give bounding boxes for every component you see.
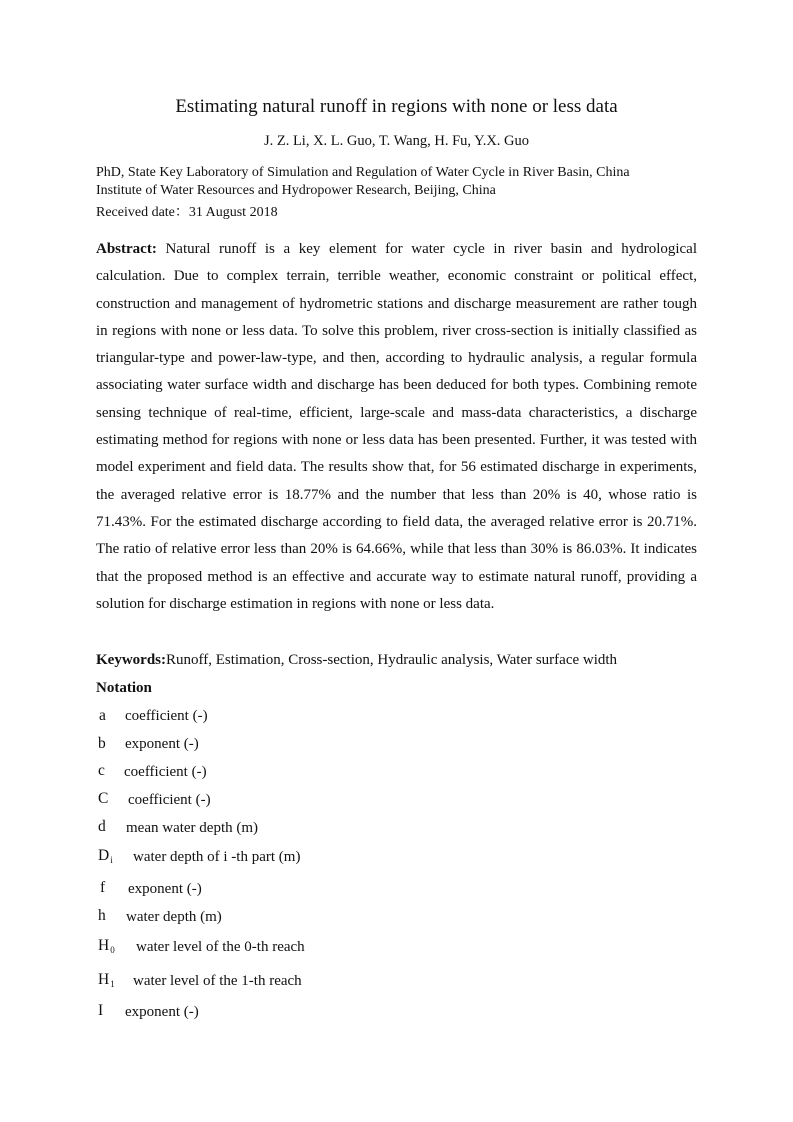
notation-definition: exponent (-) [125,1004,199,1020]
notation-symbol: h [98,907,106,924]
notation-symbol: $H_1$ [98,971,115,989]
notation-symbol: $D_i$ [98,847,113,865]
notation-symbol: d [98,818,106,835]
notation-symbol: a [99,707,106,724]
notation-definition: coefficient (-) [128,792,211,808]
notation-definition: mean water depth (m) [126,820,259,836]
author-list: J. Z. Li, X. L. Guo, T. Wang, H. Fu, Y.X. Guo [263,133,530,149]
notation-definition: coefficient (-) [125,708,208,724]
notation-symbol: $H_0$ [98,937,115,955]
notation-symbol: I [98,1002,104,1019]
notation-symbol: f [100,879,106,896]
notation-symbol: b [98,735,106,752]
notation-definition: exponent (-) [125,736,199,752]
notation-definition: water depth of i -th part (m) [133,849,301,865]
notation-symbol: c [98,762,105,779]
abstract [96,236,697,618]
keywords-text: Runoff, Estimation, Cross-section, Hydraulic analysis, Water surface width [166,652,618,668]
keywords [96,652,617,669]
abstract-text: Natural runoff is a key element for water cycle in river basin and hydrological calculation. Due to complex terrain, terrible weather, economic constraint or political effect, construction and management of hydrometric stations and discharge measurement are rather tough in regions with none or less data. To solve this problem, river cross-section is initially classified as triangular-type and power-law-type, and then, according to hydraulic analysis, a regular formula associating water surface width and discharge has been deduced for both types. Combining remote sensing technique of real-time, efficient, large-scale and mass-data characteristics, a discharge estimating method for regions with none or less data has been presented. Further, it was tested with model experiment and field data. The results show that, for 56 estimated discharge in experiments, the averaged relative error is 18.77% and the number that less than 20% is 40, whose ratio is 71.43%. For the estimated discharge according to field data, the averaged relative error is 20.71%. The ratio of relative error less than 20% is 64.66%, while that less than 30% is 86.03%. It indicates that the proposed method is an effective and accurate way to estimate natural runoff, providing a solution for discharge estimation in regions with none or less data. [96,241,698,612]
notation-definition: water level of the 0-th reach [136,939,305,955]
received-date: Received date：31 August 2018 [96,205,278,220]
notation-heading: Notation [96,680,152,696]
affiliation-line-2: Institute of Water Resources and Hydropower Research, Beijing, China [96,183,496,198]
notation-definition: coefficient (-) [124,764,207,780]
notation-definition: water depth (m) [126,909,222,925]
abstract-label: Abstract: [96,241,157,257]
notation-definition: exponent (-) [128,881,202,897]
notation-symbol: C [98,790,109,807]
affiliation-line-1: PhD, State Key Laboratory of Simulation and Regulation of Water Cycle in River Basin, China [96,165,630,180]
keywords-label: Keywords: [96,652,166,668]
paper-title: Estimating natural runoff in regions with none or less data [175,96,618,117]
notation-definition: water level of the 1-th reach [133,973,302,989]
